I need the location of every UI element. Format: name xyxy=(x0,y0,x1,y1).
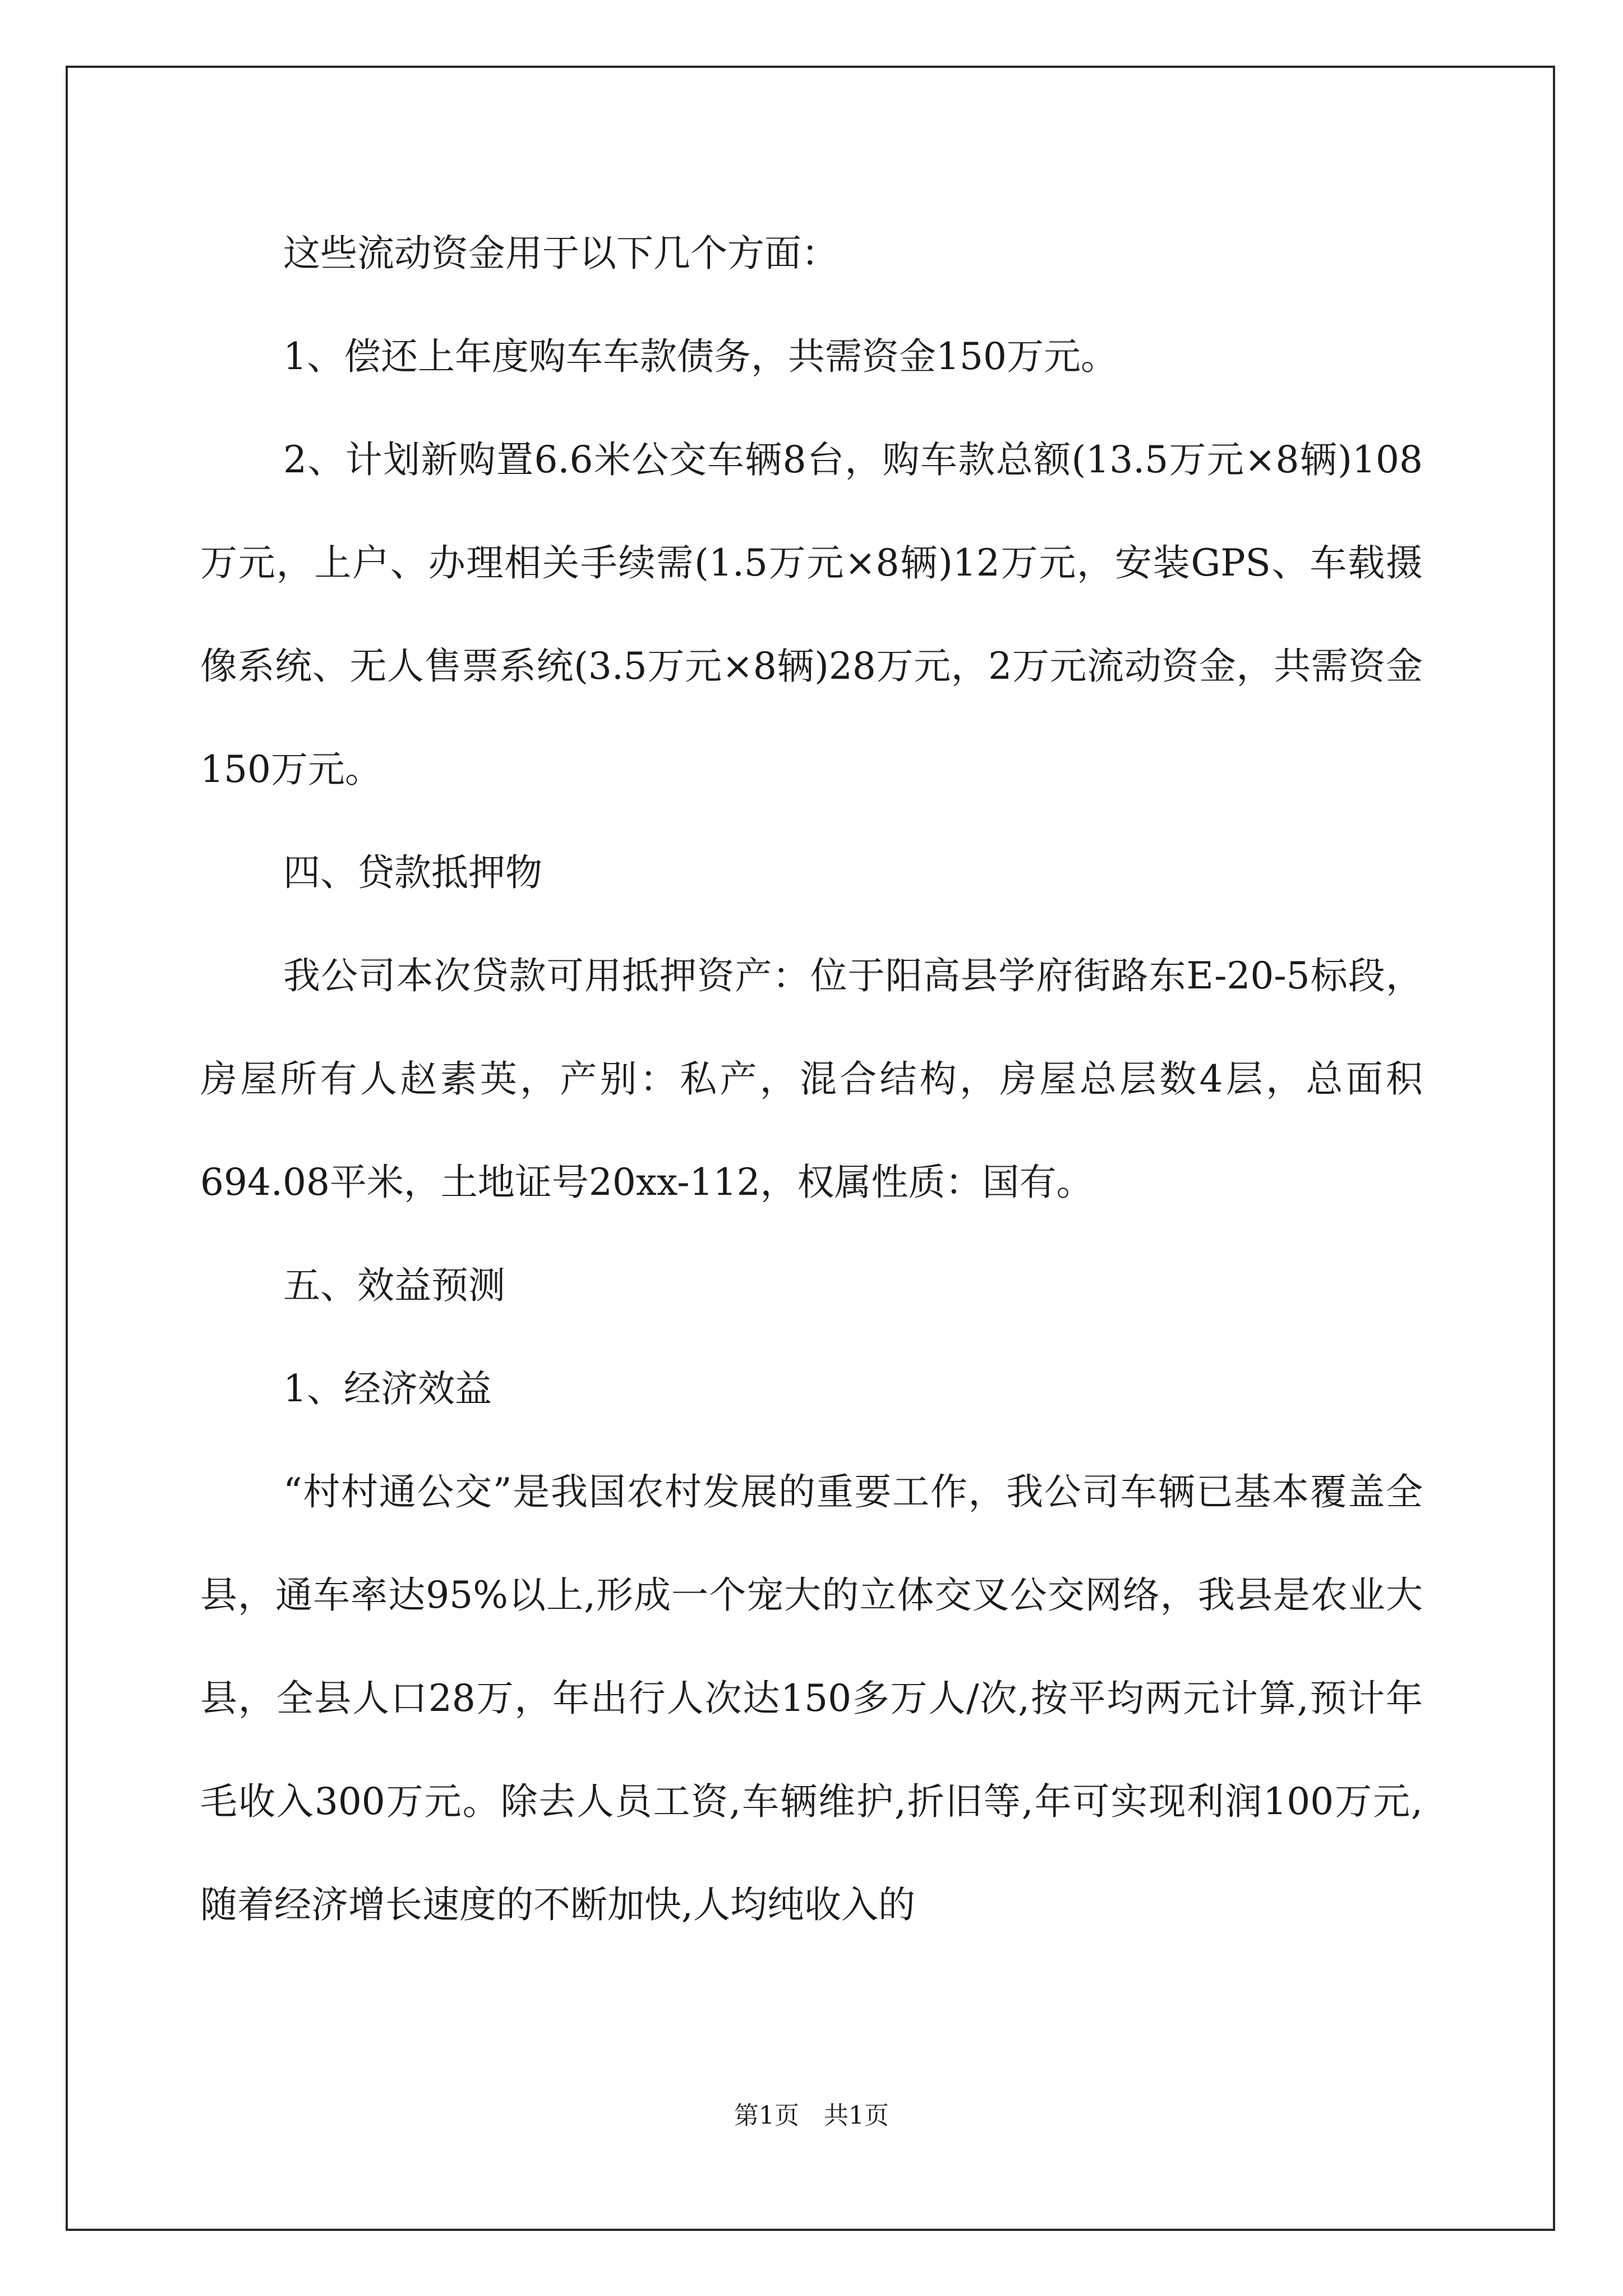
paragraph-item-2: 2、计划新购置6.6米公交车辆8台，购车款总额(13.5万元×8辆)108万元，上户、办理相关手续需(1.5万元×8辆)12万元，安装GPS、车载摄像系统、无人售票系统(3.5万元×8辆)28万元，2万元流动资金，共需资金150万元。 xyxy=(200,438,1423,791)
paragraph-economic-benefit: “村村通公交”是我国农村发展的重要工作，我公司车辆已基本覆盖全县，通车率达95%以上,形成一个宠大的立体交叉公交网络，我县是农业大县，全县人口28万，年出行人次达150多万人/次,按平均两元计算,预计年毛收入300万元。除去人员工资,车辆维护,折旧等,年可实现利润100万元,随着经济增长速度的不断加快,人均纯收入的 xyxy=(200,1470,1423,1926)
paragraph-item-1: 1、偿还上年度购车车款债务，共需资金150万元。 xyxy=(283,335,1118,378)
paragraph-intro: 这些流动资金用于以下几个方面： xyxy=(283,232,838,275)
section-heading-benefit: 五、效益预测 xyxy=(283,1264,505,1307)
section-heading-collateral: 四、贷款抵押物 xyxy=(283,851,542,894)
subheading-economic-benefit: 1、经济效益 xyxy=(283,1367,492,1410)
page-footer: 第1页 共1页 xyxy=(734,2101,889,2130)
document-body xyxy=(200,202,1423,1957)
paragraph-collateral: 我公司本次贷款可用抵押资产：位于阳高县学府街路东E-20-5标段，房屋所有人赵素英，产别：私产，混合结构，房屋总层数4层，总面积694.08平米，土地证号20xx-112，权属性质：国有。 xyxy=(200,954,1423,1204)
